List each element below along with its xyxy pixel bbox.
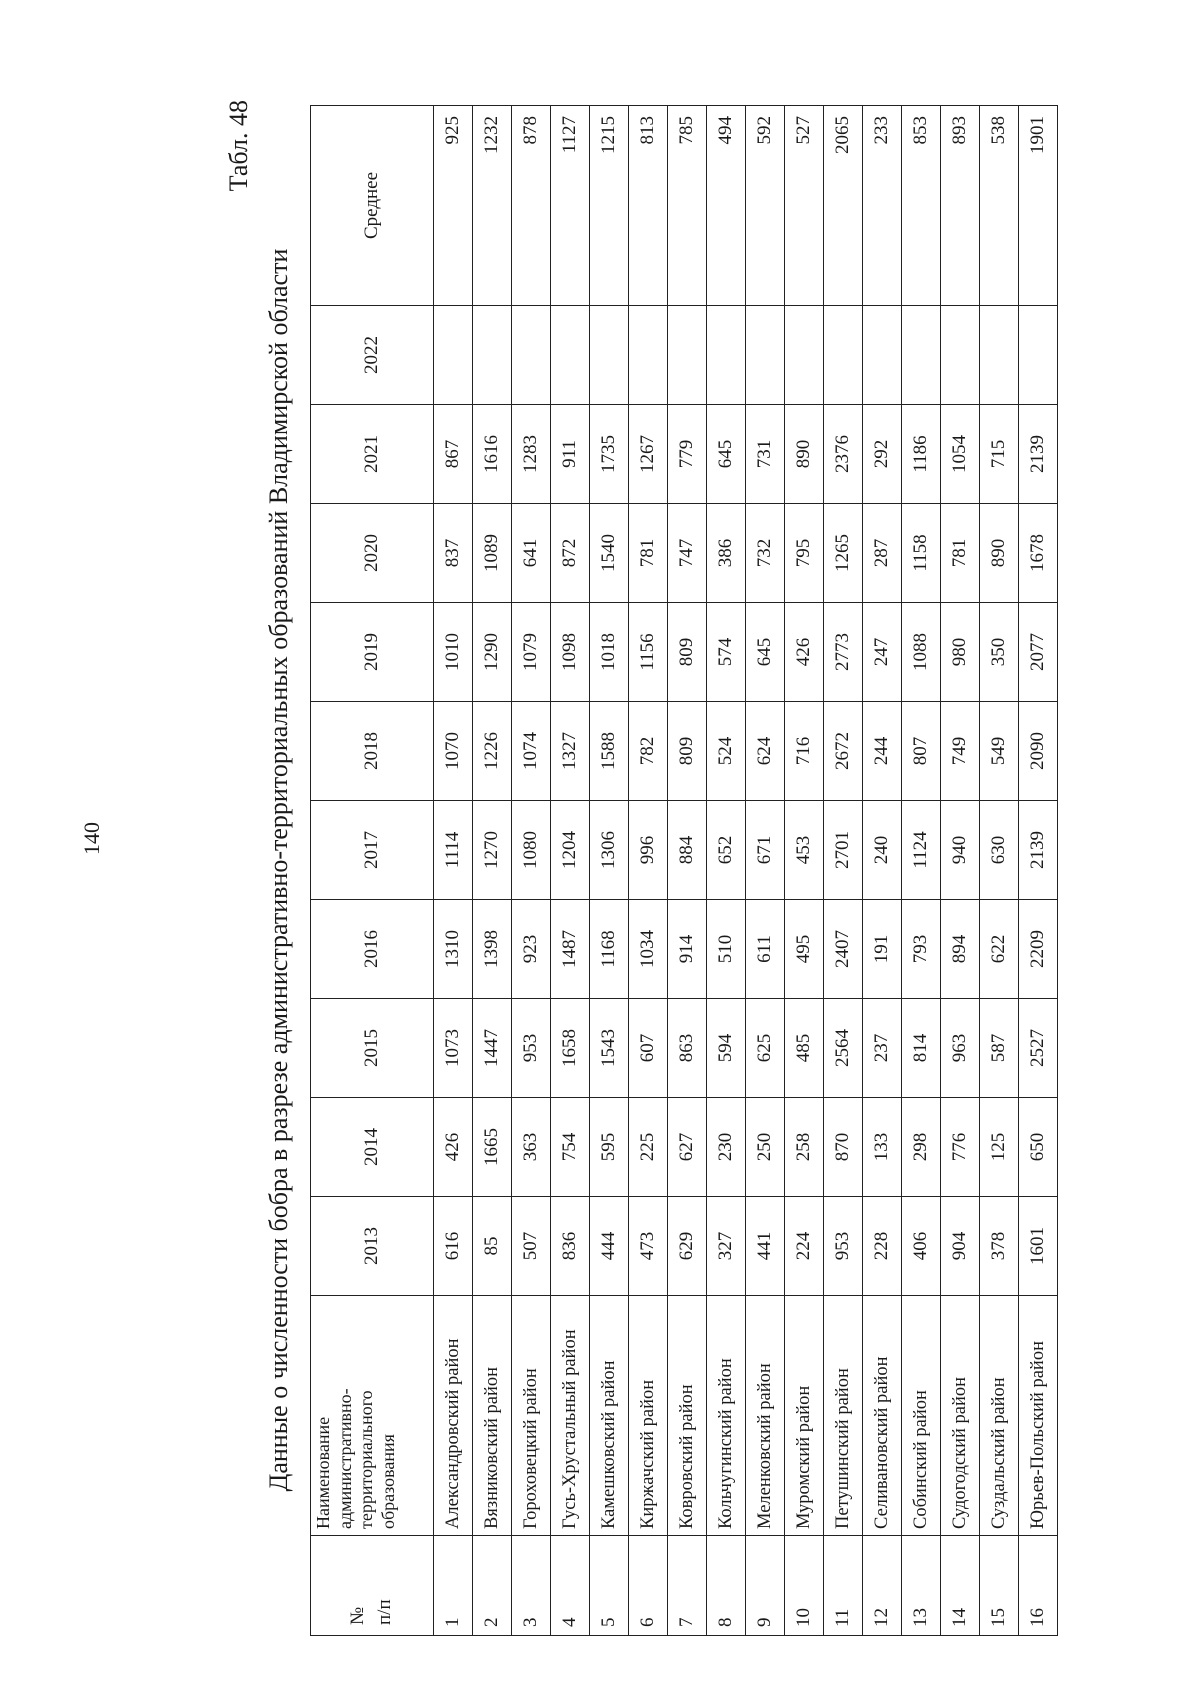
cell-year-2019: 1018 <box>590 603 629 702</box>
cell-year-2019: 1088 <box>902 603 941 702</box>
cell-year-2016: 793 <box>902 900 941 999</box>
cell-year-2017: 884 <box>668 801 707 900</box>
cell-year-2018: 244 <box>863 702 902 801</box>
cell-year-2020: 1540 <box>590 504 629 603</box>
cell-year-2013: 953 <box>824 1197 863 1296</box>
row-number: 14 <box>941 1536 980 1636</box>
header-year-2017: 2017 <box>311 801 434 900</box>
table-row <box>902 106 941 1636</box>
cell-year-2021: 645 <box>707 405 746 504</box>
table-row <box>746 106 785 1636</box>
cell-year-2015: 2527 <box>1019 999 1058 1098</box>
cell-year-2019: 1098 <box>551 603 590 702</box>
cell-year-2013: 378 <box>980 1197 1019 1296</box>
cell-year-2015: 594 <box>707 999 746 1098</box>
cell-year-2020: 1158 <box>902 504 941 603</box>
header-year-2015: 2015 <box>311 999 434 1098</box>
cell-year-2014: 125 <box>980 1098 1019 1197</box>
row-number: 13 <box>902 1536 941 1636</box>
cell-year-2018: 716 <box>785 702 824 801</box>
cell-year-2014: 298 <box>902 1098 941 1197</box>
cell-year-2022 <box>785 306 824 405</box>
header-row <box>311 106 434 1636</box>
row-number: 6 <box>629 1536 668 1636</box>
cell-year-2022 <box>551 306 590 405</box>
header-average: Среднее <box>311 106 434 306</box>
cell-year-2018: 2090 <box>1019 702 1058 801</box>
cell-year-2014: 225 <box>629 1098 668 1197</box>
cell-year-2016: 923 <box>512 900 551 999</box>
cell-year-2015: 953 <box>512 999 551 1098</box>
cell-year-2022 <box>512 306 551 405</box>
row-number: 7 <box>668 1536 707 1636</box>
cell-year-2013: 327 <box>707 1197 746 1296</box>
cell-year-2021: 1283 <box>512 405 551 504</box>
cell-year-2014: 250 <box>746 1098 785 1197</box>
header-year-2018: 2018 <box>311 702 434 801</box>
cell-year-2015: 1073 <box>434 999 473 1098</box>
row-number: 3 <box>512 1536 551 1636</box>
cell-year-2019: 426 <box>785 603 824 702</box>
table-label: Табл. 48 <box>224 100 253 192</box>
cell-year-2019: 809 <box>668 603 707 702</box>
table-row <box>863 106 902 1636</box>
district-name: Суздальский район <box>980 1296 1019 1536</box>
cell-year-2014: 1665 <box>473 1098 512 1197</box>
row-number: 15 <box>980 1536 1019 1636</box>
cell-year-2021: 1616 <box>473 405 512 504</box>
cell-year-2014: 363 <box>512 1098 551 1197</box>
cell-year-2020: 781 <box>941 504 980 603</box>
cell-year-2020: 747 <box>668 504 707 603</box>
cell-year-2018: 749 <box>941 702 980 801</box>
cell-year-2017: 1306 <box>590 801 629 900</box>
cell-year-2016: 2407 <box>824 900 863 999</box>
cell-year-2017: 1124 <box>902 801 941 900</box>
cell-year-2020: 890 <box>980 504 1019 603</box>
cell-year-2013: 406 <box>902 1197 941 1296</box>
row-number: 2 <box>473 1536 512 1636</box>
cell-year-2022 <box>1019 306 1058 405</box>
row-number: 9 <box>746 1536 785 1636</box>
cell-year-2016: 914 <box>668 900 707 999</box>
cell-average: 925 <box>434 106 473 306</box>
cell-year-2016: 1168 <box>590 900 629 999</box>
cell-year-2018: 1226 <box>473 702 512 801</box>
cell-year-2016: 1398 <box>473 900 512 999</box>
cell-year-2020: 386 <box>707 504 746 603</box>
cell-year-2014: 133 <box>863 1098 902 1197</box>
table-row <box>473 106 512 1636</box>
district-name: Кольчугинский район <box>707 1296 746 1536</box>
row-number: 5 <box>590 1536 629 1636</box>
cell-year-2019: 350 <box>980 603 1019 702</box>
table-row <box>512 106 551 1636</box>
cell-average: 1127 <box>551 106 590 306</box>
cell-year-2022 <box>668 306 707 405</box>
cell-year-2019: 1290 <box>473 603 512 702</box>
district-name: Гусь-Хрустальный район <box>551 1296 590 1536</box>
district-name: Ковровский район <box>668 1296 707 1536</box>
row-number: 1 <box>434 1536 473 1636</box>
header-year-2022: 2022 <box>311 306 434 405</box>
cell-year-2016: 510 <box>707 900 746 999</box>
header-year-2016: 2016 <box>311 900 434 999</box>
cell-year-2020: 1089 <box>473 504 512 603</box>
cell-year-2015: 963 <box>941 999 980 1098</box>
district-name: Селивановский район <box>863 1296 902 1536</box>
cell-year-2013: 441 <box>746 1197 785 1296</box>
cell-year-2017: 940 <box>941 801 980 900</box>
cell-year-2014: 650 <box>1019 1098 1058 1197</box>
cell-year-2020: 795 <box>785 504 824 603</box>
header-number <box>311 1536 434 1636</box>
cell-year-2019: 247 <box>863 603 902 702</box>
cell-average: 527 <box>785 106 824 306</box>
district-name: Муромский район <box>785 1296 824 1536</box>
cell-year-2013: 444 <box>590 1197 629 1296</box>
cell-average: 893 <box>941 106 980 306</box>
cell-year-2020: 287 <box>863 504 902 603</box>
cell-year-2013: 836 <box>551 1197 590 1296</box>
cell-year-2013: 616 <box>434 1197 473 1296</box>
district-name: Вязниковский район <box>473 1296 512 1536</box>
cell-average: 878 <box>512 106 551 306</box>
district-name: Юрьев-Польский район <box>1019 1296 1058 1536</box>
cell-year-2020: 837 <box>434 504 473 603</box>
table-row <box>590 106 629 1636</box>
table-row <box>629 106 668 1636</box>
row-number: 8 <box>707 1536 746 1636</box>
cell-year-2018: 807 <box>902 702 941 801</box>
cell-year-2014: 776 <box>941 1098 980 1197</box>
district-name: Меленковский район <box>746 1296 785 1536</box>
cell-year-2016: 1310 <box>434 900 473 999</box>
cell-year-2016: 622 <box>980 900 1019 999</box>
cell-year-2017: 996 <box>629 801 668 900</box>
cell-year-2019: 980 <box>941 603 980 702</box>
cell-year-2021: 1054 <box>941 405 980 504</box>
cell-average: 785 <box>668 106 707 306</box>
table-row <box>551 106 590 1636</box>
cell-year-2022 <box>590 306 629 405</box>
cell-year-2020: 1678 <box>1019 504 1058 603</box>
header-year-2019: 2019 <box>311 603 434 702</box>
table-row <box>707 106 746 1636</box>
cell-year-2013: 228 <box>863 1197 902 1296</box>
table-row <box>824 106 863 1636</box>
cell-year-2021: 2139 <box>1019 405 1058 504</box>
cell-year-2021: 890 <box>785 405 824 504</box>
district-name: Киржачский район <box>629 1296 668 1536</box>
header-year-2021: 2021 <box>311 405 434 504</box>
cell-year-2015: 485 <box>785 999 824 1098</box>
cell-year-2018: 1074 <box>512 702 551 801</box>
cell-year-2014: 627 <box>668 1098 707 1197</box>
beaver-population-table <box>310 105 1058 1636</box>
header-year-2020: 2020 <box>311 504 434 603</box>
cell-year-2015: 237 <box>863 999 902 1098</box>
cell-year-2019: 2077 <box>1019 603 1058 702</box>
cell-average: 592 <box>746 106 785 306</box>
cell-year-2017: 1114 <box>434 801 473 900</box>
table-title: Данные о численности бобра в разрезе административно-территориальных образований Владимирской области <box>264 248 293 1492</box>
header-number-abbrev: п/п <box>374 1599 395 1625</box>
cell-average: 1901 <box>1019 106 1058 306</box>
cell-year-2021: 292 <box>863 405 902 504</box>
cell-year-2018: 809 <box>668 702 707 801</box>
cell-year-2021: 867 <box>434 405 473 504</box>
page-number: 140 <box>79 822 104 855</box>
cell-year-2022 <box>746 306 785 405</box>
cell-year-2017: 630 <box>980 801 1019 900</box>
cell-year-2021: 731 <box>746 405 785 504</box>
cell-year-2017: 2701 <box>824 801 863 900</box>
table-row <box>785 106 824 1636</box>
header-name: Наименование административно-территориального образования <box>311 1296 434 1536</box>
header-year-2013: 2013 <box>311 1197 434 1296</box>
district-name: Судогодский район <box>941 1296 980 1536</box>
cell-year-2021: 1186 <box>902 405 941 504</box>
cell-year-2018: 1070 <box>434 702 473 801</box>
cell-year-2015: 587 <box>980 999 1019 1098</box>
cell-year-2019: 645 <box>746 603 785 702</box>
cell-year-2016: 1487 <box>551 900 590 999</box>
cell-year-2022 <box>434 306 473 405</box>
cell-year-2018: 1327 <box>551 702 590 801</box>
cell-year-2014: 870 <box>824 1098 863 1197</box>
cell-year-2022 <box>473 306 512 405</box>
district-name: Петушинский район <box>824 1296 863 1536</box>
cell-year-2022 <box>824 306 863 405</box>
cell-year-2013: 473 <box>629 1197 668 1296</box>
cell-year-2015: 625 <box>746 999 785 1098</box>
cell-year-2017: 652 <box>707 801 746 900</box>
cell-year-2019: 574 <box>707 603 746 702</box>
cell-year-2015: 1658 <box>551 999 590 1098</box>
cell-year-2017: 1270 <box>473 801 512 900</box>
table-body <box>434 106 1058 1636</box>
cell-year-2022 <box>707 306 746 405</box>
cell-year-2014: 595 <box>590 1098 629 1197</box>
district-name: Собинский район <box>902 1296 941 1536</box>
cell-year-2021: 779 <box>668 405 707 504</box>
cell-year-2013: 85 <box>473 1197 512 1296</box>
cell-year-2022 <box>902 306 941 405</box>
cell-year-2018: 549 <box>980 702 1019 801</box>
cell-year-2020: 872 <box>551 504 590 603</box>
row-number: 4 <box>551 1536 590 1636</box>
cell-year-2018: 782 <box>629 702 668 801</box>
cell-year-2015: 814 <box>902 999 941 1098</box>
cell-average: 2065 <box>824 106 863 306</box>
table-row <box>668 106 707 1636</box>
cell-year-2014: 426 <box>434 1098 473 1197</box>
cell-year-2021: 1735 <box>590 405 629 504</box>
cell-year-2018: 624 <box>746 702 785 801</box>
cell-year-2016: 2209 <box>1019 900 1058 999</box>
cell-year-2016: 495 <box>785 900 824 999</box>
cell-year-2017: 2139 <box>1019 801 1058 900</box>
row-number: 11 <box>824 1536 863 1636</box>
cell-year-2019: 1156 <box>629 603 668 702</box>
cell-average: 233 <box>863 106 902 306</box>
cell-year-2021: 2376 <box>824 405 863 504</box>
cell-year-2017: 240 <box>863 801 902 900</box>
cell-year-2016: 611 <box>746 900 785 999</box>
cell-year-2015: 607 <box>629 999 668 1098</box>
cell-year-2020: 781 <box>629 504 668 603</box>
cell-average: 813 <box>629 106 668 306</box>
cell-year-2014: 754 <box>551 1098 590 1197</box>
table-row <box>941 106 980 1636</box>
cell-average: 1232 <box>473 106 512 306</box>
district-name: Александровский район <box>434 1296 473 1536</box>
cell-year-2022 <box>941 306 980 405</box>
cell-year-2017: 671 <box>746 801 785 900</box>
cell-year-2014: 230 <box>707 1098 746 1197</box>
header-number-symbol: № <box>347 1606 369 1625</box>
cell-year-2022 <box>629 306 668 405</box>
cell-year-2020: 641 <box>512 504 551 603</box>
cell-average: 1215 <box>590 106 629 306</box>
cell-average: 538 <box>980 106 1019 306</box>
cell-average: 853 <box>902 106 941 306</box>
cell-year-2022 <box>980 306 1019 405</box>
cell-year-2018: 2672 <box>824 702 863 801</box>
cell-year-2022 <box>863 306 902 405</box>
cell-year-2015: 1447 <box>473 999 512 1098</box>
cell-year-2019: 2773 <box>824 603 863 702</box>
cell-year-2013: 224 <box>785 1197 824 1296</box>
cell-year-2013: 507 <box>512 1197 551 1296</box>
cell-year-2017: 1204 <box>551 801 590 900</box>
cell-year-2015: 863 <box>668 999 707 1098</box>
cell-year-2014: 258 <box>785 1098 824 1197</box>
cell-year-2015: 1543 <box>590 999 629 1098</box>
rotated-page-content <box>224 100 1134 1640</box>
district-name: Гороховецкий район <box>512 1296 551 1536</box>
table-row <box>434 106 473 1636</box>
cell-year-2021: 715 <box>980 405 1019 504</box>
cell-year-2016: 1034 <box>629 900 668 999</box>
cell-average: 494 <box>707 106 746 306</box>
cell-year-2018: 1588 <box>590 702 629 801</box>
cell-year-2020: 1265 <box>824 504 863 603</box>
cell-year-2013: 629 <box>668 1197 707 1296</box>
cell-year-2019: 1079 <box>512 603 551 702</box>
district-name: Камешковский район <box>590 1296 629 1536</box>
cell-year-2017: 1080 <box>512 801 551 900</box>
row-number: 10 <box>785 1536 824 1636</box>
row-number: 16 <box>1019 1536 1058 1636</box>
cell-year-2017: 453 <box>785 801 824 900</box>
cell-year-2019: 1010 <box>434 603 473 702</box>
cell-year-2013: 1601 <box>1019 1197 1058 1296</box>
cell-year-2016: 191 <box>863 900 902 999</box>
cell-year-2016: 894 <box>941 900 980 999</box>
table-row <box>980 106 1019 1636</box>
row-number: 12 <box>863 1536 902 1636</box>
cell-year-2015: 2564 <box>824 999 863 1098</box>
cell-year-2018: 524 <box>707 702 746 801</box>
cell-year-2021: 1267 <box>629 405 668 504</box>
cell-year-2013: 904 <box>941 1197 980 1296</box>
table-row <box>1019 106 1058 1636</box>
cell-year-2021: 911 <box>551 405 590 504</box>
cell-year-2020: 732 <box>746 504 785 603</box>
header-year-2014: 2014 <box>311 1098 434 1197</box>
